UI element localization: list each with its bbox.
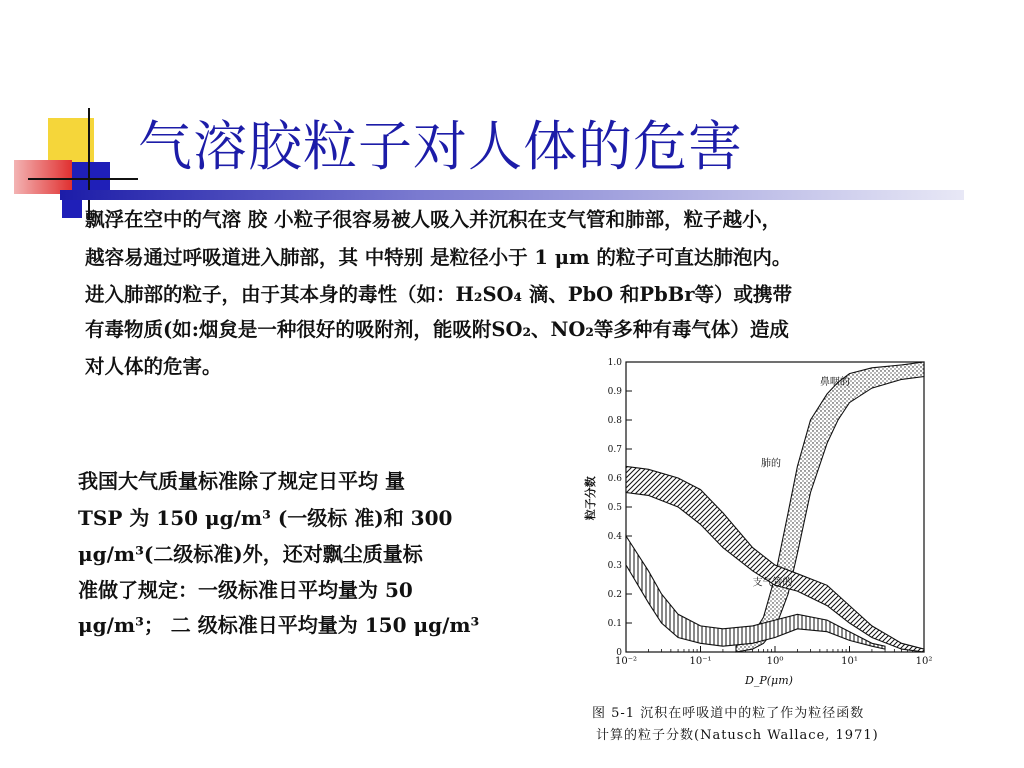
- y-tick-label: 1.0: [607, 358, 622, 368]
- y-tick-label: 0.1: [607, 619, 622, 629]
- decor-red-bar: [14, 160, 72, 194]
- standard-line: μg/m³(二级标准)外，还对飘尘质量标: [78, 542, 423, 566]
- y-tick-label: 0.8: [607, 416, 622, 426]
- y-tick-label: 0: [616, 648, 622, 658]
- x-tick-label: 10¹: [841, 656, 858, 667]
- standard-line: 准做了规定：一级标准日平均量为 50: [78, 578, 413, 602]
- decor-horizontal-line: [28, 178, 138, 180]
- y-tick-label: 0.3: [607, 561, 622, 571]
- y-tick-label: 0.4: [607, 532, 622, 542]
- paragraph-line: 越容易通过呼吸道进入肺部，其 中特别 是粒径小于 1 μm 的粒子可直达肺泡内。: [85, 246, 792, 269]
- paragraph-line: 对人体的危害。: [85, 355, 222, 378]
- paragraph-line: 飘浮在空中的气溶 胶 小粒子很容易被人吸入并沉积在支气管和肺部，粒子越小，: [85, 208, 782, 231]
- x-tick-label: 10⁰: [766, 656, 784, 667]
- standard-line: 我国大气质量标准除了规定日平均 量: [78, 469, 405, 493]
- y-tick-label: 0.6: [607, 474, 622, 484]
- figure-caption-line: 图 5-1 沉积在呼吸道中的粒了作为粒径函数: [592, 706, 865, 721]
- x-tick-label: 10⁻²: [614, 656, 638, 667]
- y-axis-label: 粒子分数: [584, 476, 597, 521]
- figure-caption-line: 计算的粒子分数(Natusch Wallace, 1971): [596, 728, 879, 743]
- paragraph-line: 进入肺部的粒子，由于其本身的毒性（如：H₂SO₄ 滴、PbO 和PbBr等）或携带: [85, 283, 792, 306]
- y-tick-label: 0.9: [607, 387, 622, 397]
- series-label-1: 鼻咽的: [819, 377, 850, 389]
- paragraph-line: 有毒物质(如:烟炱是一种很好的吸附剂，能吸附SO₂、NO₂等多种有毒气体）造成: [85, 318, 789, 341]
- x-tick-label: 10⁻¹: [689, 656, 712, 667]
- series-label-2: 肺的: [761, 458, 782, 470]
- y-tick-label: 0.2: [607, 590, 622, 600]
- series-label-3: 支气管的: [752, 577, 793, 589]
- decor-vertical-line: [88, 108, 90, 220]
- page-title: 气溶胶粒子对人体的危害: [138, 115, 743, 178]
- decor-blue-small-square: [62, 198, 82, 218]
- x-tick-label: 10²: [915, 656, 933, 667]
- x-axis-label: D_P(μm): [745, 674, 793, 687]
- deposition-chart: [572, 342, 944, 696]
- title-underline: [60, 190, 964, 200]
- standard-line: μg/m³； 二 级标准日平均量为 150 μg/m³: [78, 613, 480, 637]
- y-tick-label: 0.5: [607, 503, 622, 513]
- y-tick-label: 0.7: [607, 445, 622, 455]
- standard-line: TSP 为 150 μg/m³ (一级标 准)和 300: [78, 506, 453, 530]
